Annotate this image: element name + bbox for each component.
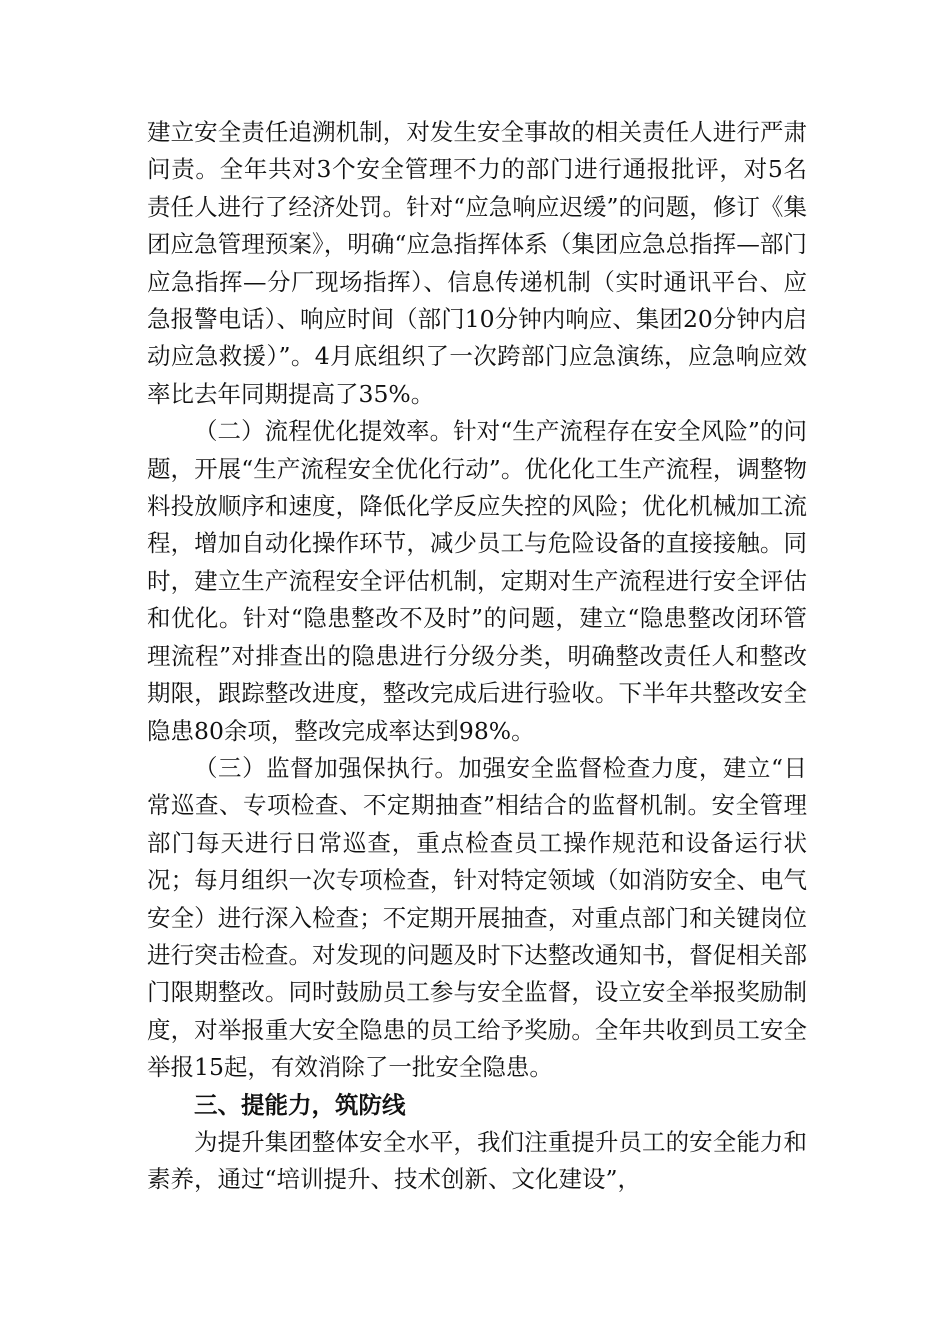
- paragraph-accountability: 建立安全责任追溯机制，对发生安全事故的相关责任人进行严肃问责。全年共对3个安全管理不力的部门进行通报批评，对5名责任人进行了经济处罚。针对“应急响应迟缓”的问题，修订《集团应急管理预案》，明确“应急指挥体系（集团应急总指挥—部门应急指挥—分厂现场指挥）、信息传递机制（实时通讯平台、应急报警电话）、响应时间（部门10分钟内响应、集团20分钟内启动应急救援）”。4月底组织了一次跨部门应急演练，应急响应效率比去年同期提高了35%。: [147, 118, 807, 408]
- section-heading-three: 三、提能力，筑防线: [194, 1090, 406, 1119]
- paragraph-capability: 为提升集团整体安全水平，我们注重提升员工的安全能力和素养，通过“培训提升、技术创新、文化建设”，: [147, 1127, 807, 1194]
- paragraph-supervision: （三）监督加强保执行。加强安全监督检查力度，建立“日常巡查、专项检查、不定期抽查”相结合的监督机制。安全管理部门每天进行日常巡查，重点检查员工操作规范和设备运行状况；每月组织一次专项检查，针对特定领域（如消防安全、电气安全）进行深入检查；不定期开展抽查，对重点部门和关键岗位进行突击检查。对发现的问题及时下达整改通知书，督促相关部门限期整改。同时鼓励员工参与安全监督，设立安全举报奖励制度，对举报重大安全隐患的员工给予奖励。全年共收到员工安全举报15起，有效消除了一批安全隐患。: [147, 753, 807, 1082]
- document-page: [147, 114, 807, 1199]
- paragraph-process-optimization: （二）流程优化提效率。针对“生产流程存在安全风险”的问题，开展“生产流程安全优化行动”。优化化工生产流程，调整物料投放顺序和速度，降低化学反应失控的风险；优化机械加工流程，增加自动化操作环节，减少员工与危险设备的直接接触。同时，建立生产流程安全评估机制，定期对生产流程进行安全评估和优化。针对“隐患整改不及时”的问题，建立“隐患整改闭环管理流程”对排查出的隐患进行分级分类，明确整改责任人和整改期限，跟踪整改进度，整改完成后进行验收。下半年共整改安全隐患80余项，整改完成率达到98%。: [147, 417, 807, 745]
